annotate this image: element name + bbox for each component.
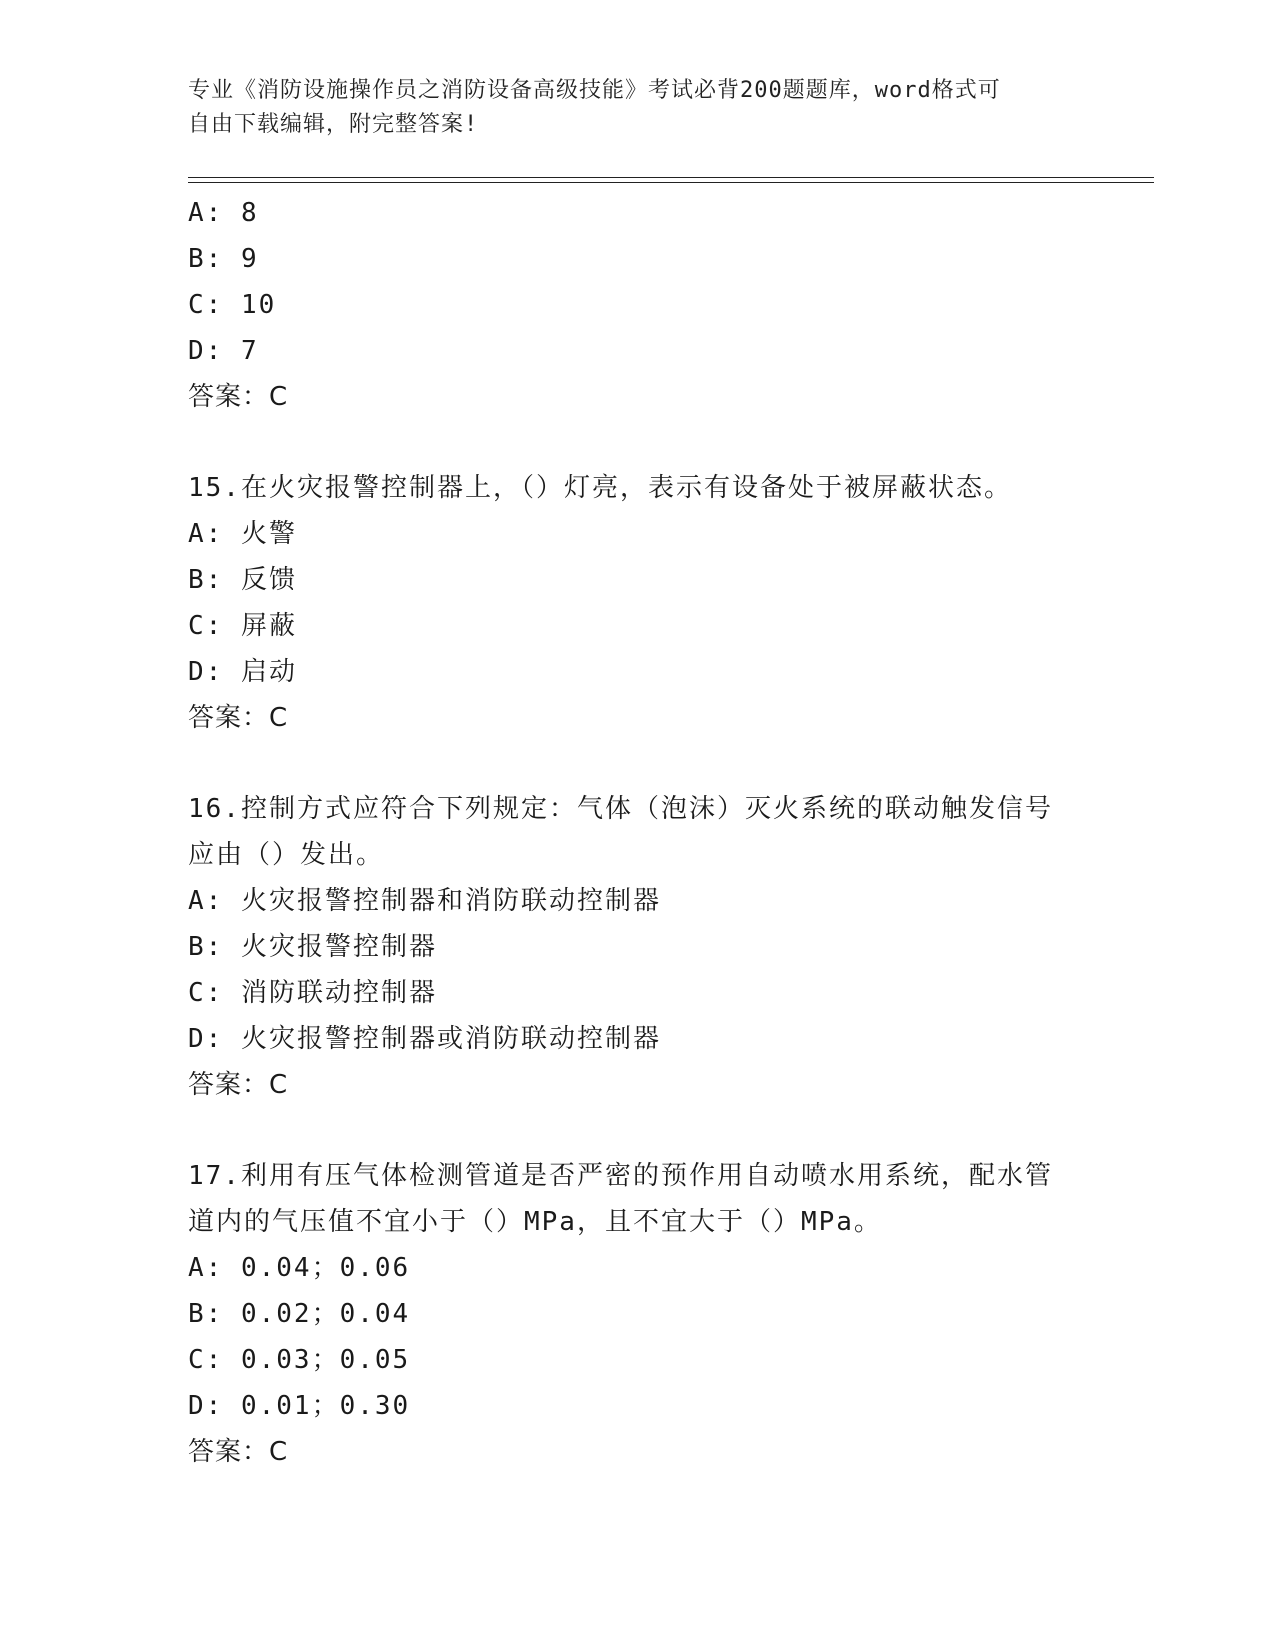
document-header [188, 74, 1088, 142]
header-title-line2: 自由下载编辑，附完整答案! [188, 112, 479, 137]
question-gap [188, 1108, 1088, 1153]
option-b: B: 反馈 [188, 565, 297, 595]
answer-line: 答案：C [188, 1437, 289, 1467]
question-stem-continued: 应由（）发出。 [188, 840, 385, 870]
option-b: B: 0.02；0.04 [188, 1299, 411, 1329]
option-c: C: 屏蔽 [188, 611, 297, 641]
question-gap [188, 420, 1088, 465]
question-15 [188, 465, 1088, 741]
question-14-options [188, 190, 1088, 420]
option-a: A: 火灾报警控制器和消防联动控制器 [188, 886, 661, 916]
option-d: D: 0.01；0.30 [188, 1391, 411, 1421]
answer-line: 答案：C [188, 382, 289, 412]
question-list [188, 190, 1088, 1475]
answer-line: 答案：C [188, 703, 289, 733]
option-a: A: 0.04；0.06 [188, 1253, 411, 1283]
question-stem: 15.在火灾报警控制器上，（）灯亮，表示有设备处于被屏蔽状态。 [188, 473, 1012, 503]
header-title-line1: 专业《消防设施操作员之消防设备高级技能》考试必背200题题库，word格式可 [188, 78, 1001, 103]
option-b: B: 9 [188, 244, 259, 274]
option-c: C: 10 [188, 290, 277, 320]
question-stem: 17.利用有压气体检测管道是否严密的预作用自动喷水用系统，配水管 [188, 1161, 1053, 1191]
option-c: C: 0.03；0.05 [188, 1345, 411, 1375]
option-d: D: 火灾报警控制器或消防联动控制器 [188, 1024, 661, 1054]
question-gap [188, 741, 1088, 786]
question-stem: 16.控制方式应符合下列规定：气体（泡沫）灭火系统的联动触发信号 [188, 794, 1053, 824]
option-c: C: 消防联动控制器 [188, 978, 437, 1008]
option-a: A: 火警 [188, 519, 297, 549]
question-16 [188, 786, 1088, 1108]
option-d: D: 7 [188, 336, 259, 366]
option-b: B: 火灾报警控制器 [188, 932, 437, 962]
header-divider-top [188, 177, 1154, 178]
header-divider-bottom [188, 182, 1154, 183]
option-d: D: 启动 [188, 657, 297, 687]
question-17 [188, 1153, 1088, 1475]
question-stem-continued: 道内的气压值不宜小于（）MPa，且不宜大于（）MPa。 [188, 1207, 882, 1237]
answer-line: 答案：C [188, 1070, 289, 1100]
option-a: A: 8 [188, 198, 259, 228]
